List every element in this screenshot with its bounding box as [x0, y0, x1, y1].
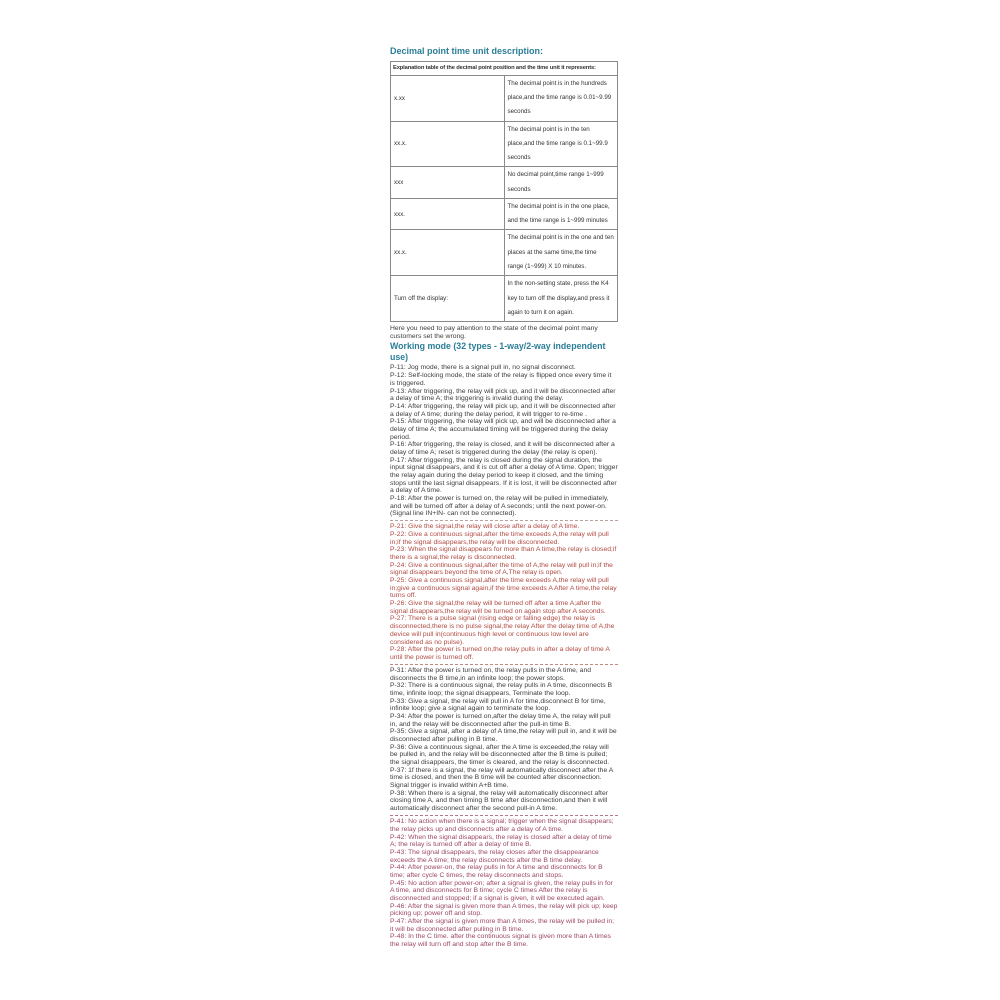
decimal-format-label: xx.x. — [391, 230, 505, 276]
decimal-format-description: The decimal point is in the ten place,and the time range is 0.1~99.9 seconds — [504, 121, 618, 167]
mode-item: P-13: After triggering, the relay will pick up, and it will be disconnected after a delay of time A; the triggering is invalid during the delay. — [390, 387, 616, 403]
mode-item: P-36: Give a continuous signal, after the A time is exceeded,the relay will be pulled in, and the relay will be disconnected after the B time is pulled; the signal disappears, the timer is cleared, and the relay is disconnected. — [390, 743, 610, 767]
decimal-format-description: The decimal point is in the one and ten places at the same time,the time range (1~999) X 10 minutes. — [504, 230, 618, 276]
working-mode-blocks — [390, 364, 618, 948]
decimal-format-label: xx.x. — [391, 121, 505, 167]
decimal-format-description: The decimal point is in the one place, and the time range is 1~999 minutes — [504, 198, 618, 230]
decimal-format-description: The decimal point is in the hundreds place,and the time range is 0.01~9.99 seconds — [504, 75, 618, 121]
dashed-separator — [390, 520, 618, 521]
dashed-separator — [390, 664, 618, 665]
table-row — [391, 276, 618, 322]
mode-item: P-22: Give a continuous signal,after the time exceeds A,the relay will pull in;if the signal disappears,the relay will be disconnected. — [390, 531, 609, 546]
mode-item: P-38: When there is a signal, the relay will automatically disconnect after closing time A, and then timing B time after disconnection,and then it will automatically disconnect after the second pull-in A time. — [390, 789, 608, 813]
mode-item: P-12: Self-locking mode, the state of the relay is flipped once every time it is triggered. — [390, 372, 612, 387]
table-header-cell: Explanation table of the decimal point position and the time unit it represents: — [391, 61, 618, 75]
mode-item: P-26: Give the signal,the relay will be turned off after a time A;after the signal disappears,the relay will be turned on again stop after A seconds. — [390, 600, 606, 615]
mode-item: P-18: After the power is turned on, the relay will be pulled in immediately, and will be turned off after a delay of A seconds; until the next power-on. (Signal line IN+IN- can not be connected). — [390, 494, 609, 518]
decimal-format-description: In the non-setting state, press the K4 key to turn off the display,and press it again to turn it on again. — [504, 276, 618, 322]
mode-item: P-41: No action when there is a signal; trigger when the signal disappears; the relay picks up and disconnects after a delay of A time. — [390, 818, 614, 833]
mode-item: P-21: Give the signal,the relay will close after a delay of A time. — [390, 523, 580, 531]
mode-item: P-32: There is a continuous signal, the relay pulls in A time, disconnects B time, infinite loop; the signal disappears, Terminate the loop. — [390, 682, 613, 698]
mode-item: P-34: After the power is turned on,after the delay time A, the relay will pull in, and the relay will be disconnected after the pull-in time B. — [390, 713, 611, 728]
mode-item: P-46: After the signal is given more than A times, the relay will pick up; keep picking up; power off and stop. — [390, 902, 618, 918]
mode-item: P-35: Give a signal, after a delay of A time,the relay will pull in, and it will be disconnected after pulling in B time. — [390, 728, 617, 744]
mode-block-2 — [390, 523, 618, 661]
mode-item: P-23: When the signal disappears for more than A time,the relay is closed;if there is a signal,the relay is disconnected. — [390, 546, 617, 562]
mode-item: P-11: Jog mode, there is a signal pull in, no signal disconnect. — [390, 364, 576, 372]
table-row — [391, 121, 618, 167]
mode-item: P-28: After the power is turned on,the relay pulls in after a delay of time A until the power is turned off. — [390, 646, 610, 661]
mode-item: P-24: Give a continuous signal,after the time of A,the relay will pull in;if the signal disappears beyond the time of A,The relay is open. — [390, 561, 613, 577]
decimal-format-label: xxx. — [391, 198, 505, 230]
product-description-column — [390, 46, 618, 949]
table-row — [391, 230, 618, 276]
table-row — [391, 167, 618, 199]
mode-item: P-42: When the signal disappears, the relay is closed after a delay of time A; the relay is turned off after a delay of time B. — [390, 833, 612, 849]
working-mode-section-title: Working mode (32 types - 1-way/2-way independent use) — [390, 341, 606, 362]
decimal-point-warning-note: Here you need to pay attention to the state of the decimal point many customers set the wrong. — [390, 325, 598, 340]
dashed-separator — [390, 815, 618, 816]
mode-item: P-27: There is a pulse signal (rising edge or falling edge) the relay is disconnected,there is no pulse signal,the relay After the delay time of A,the device will pull in(continuous high level or continuous low level are considered as no pulse). — [390, 615, 615, 646]
mode-item: P-25: Give a continuous signal,after the time exceeds A,the relay will pull in;give a continuous signal again,if the time exceeds A After A time,the relay turns off. — [390, 577, 617, 600]
mode-item: P-44: After power-on, the relay pulls in for A time and disconnects for B time; after cycle C times, the relay disconnects and stops. — [390, 864, 603, 879]
mode-item: P-15: After triggering, the relay will pick up, and will be disconnected after a delay of time A; the accumulated timing will be triggered during the delay period. — [390, 418, 616, 441]
table-header-row — [391, 61, 618, 75]
mode-item: P-16: After triggering, the relay is closed, and it will be disconnected after a delay of time A; reset is triggered during the delay (the relay is open). — [390, 441, 615, 456]
mode-item: P-47: After the signal is given more than A times, the relay will be pulled in; it will be disconnected after pulling in B time. — [390, 918, 615, 933]
mode-item: P-48: In the C time. after the continuous signal is given more than A times the relay will turn off and stop after the B time. — [390, 933, 612, 949]
mode-item: P-45: No action after power-on; after a signal is given, the relay pulls in for A time, and disconnects for B time; cycle C times After the relay is disconnected and stopped; if a signal is given, it will be executed again. — [390, 879, 613, 902]
mode-item: P-31: After the power is turned on, the relay pulls in the A time, and disconnects the B time,in an infinite loop; the power stops. — [390, 667, 592, 682]
decimal-format-label: Turn off the display: — [391, 276, 505, 322]
mode-block-1 — [390, 364, 618, 517]
table-row — [391, 75, 618, 121]
decimal-point-table — [390, 61, 618, 322]
mode-block-4 — [390, 818, 618, 948]
decimal-format-label: x.xx — [391, 75, 505, 121]
mode-item: P-33: Give a signal, the relay will pull in A for time,disconnect B for time, infinite loop; give a signal again to terminate the loop. — [390, 697, 606, 713]
mode-item: P-43: The signal disappears, the relay closes after the disappearance exceeds the A time; the relay disconnects after the B time delay. — [390, 848, 599, 864]
table-row — [391, 198, 618, 230]
mode-item: P-17: After triggering, the relay is closed during the signal duration, the input signal disappears, and it is cut off after a delay of A time. Open; trigger the relay again during the delay period to keep it closed, and the timing stops until the last signal disappears. If it is lost, it will be disconnected after a delay of A time. — [390, 456, 618, 495]
mode-block-3 — [390, 667, 618, 813]
decimal-point-section-title: Decimal point time unit description: — [390, 46, 544, 56]
decimal-point-table-body — [391, 61, 618, 321]
decimal-format-description: No decimal point,time range 1~999 seconds — [504, 167, 618, 199]
decimal-format-label: xxx — [391, 167, 505, 199]
mode-item: P-37: 1f there is a signal, the relay will automatically disconnect after the A time is closed, and then the B time will be counted after disconnection. Signal trigger is invalid within A+B time. — [390, 766, 613, 790]
mode-item: P-14: After triggering, the relay will pick up, and it will be disconnected after a delay of A time; during the delay period, it will trigger to re-time . — [390, 402, 616, 418]
